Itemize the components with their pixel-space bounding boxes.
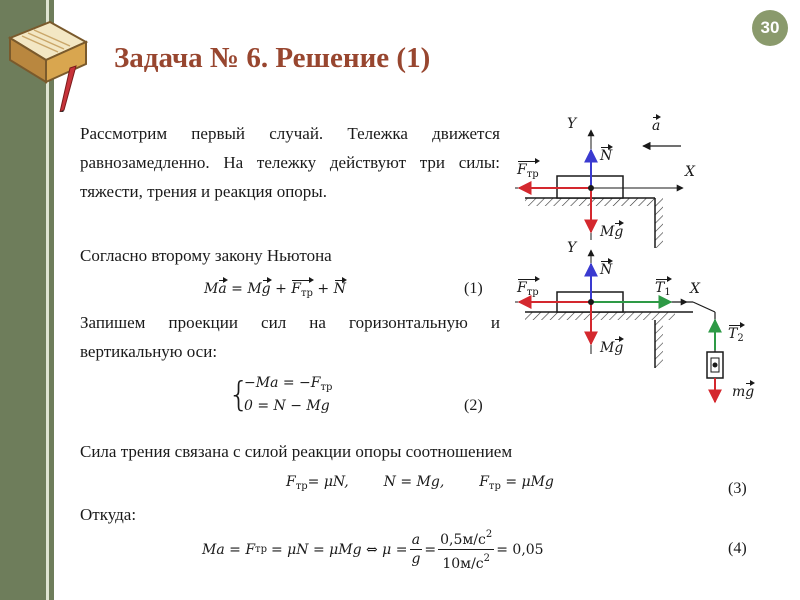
paragraph-friction-relation: Сила трения связана с силой реакции опоры соотношением [80, 442, 513, 461]
equation-2-line-1: $-Ma = -F_{тр}$ [244, 375, 333, 393]
diagram-case-2 [515, 250, 723, 402]
equation-2-number: (2) [464, 397, 483, 414]
slide-number-badge: 30 [752, 10, 788, 46]
gravity-label-1: Mg [600, 224, 624, 240]
gravity-label-2: Mg [600, 340, 624, 356]
equation-2-line-2: 0 = N − Mg [244, 398, 330, 414]
equation-4-number: (4) [728, 540, 747, 557]
paragraph-newton-law: Согласно второму закону Ньютона [80, 246, 332, 265]
normal-force-label-2: N [600, 262, 613, 278]
slide-title: Задача № 6. Решение (1) [114, 42, 431, 74]
force-diagram [505, 110, 790, 415]
equation-1: $Ma = Mg + F_{тр} + N$ [204, 281, 346, 299]
fraction-acceleration-values: $\frac{0,5м/с^2}{10м/с^2}$ [438, 526, 494, 573]
paragraph-whence: Откуда: [80, 505, 137, 524]
equation-1-number: (1) [464, 280, 483, 297]
normal-force-label-1: N [600, 148, 613, 164]
tension-label-2: $T_2$ [728, 326, 744, 344]
equation-4: Ma = F тр = μN = μMg ⇔ μ = $\frac{a}{g}$ = $\frac{0,5м/с^2}{10м/с^2}$ = 0,05 [202, 526, 544, 573]
string-over-edge [693, 302, 715, 312]
fraction-a-over-g: $\frac{a}{g}$ [411, 532, 421, 567]
equation-3: $F_{тр}= \mu N$, N = Mg, $F_{тр} = \mu Mg$ [286, 474, 554, 492]
tension-label-1: $T_1$ [655, 280, 671, 298]
y-axis-label-2: Y [567, 240, 577, 256]
x-axis-label-1: X [685, 164, 695, 180]
x-axis-label-2: X [690, 281, 700, 297]
y-axis-label-1: Y [567, 116, 577, 132]
diagram-case-1 [515, 130, 683, 248]
system-brace: { [228, 375, 250, 415]
paragraph-first-case: Рассмотрим первый случай. Тележка движется равнозамедленно. На тележку действуют три силы: тяжести, трения и реакция опоры. [80, 124, 500, 201]
small-gravity-label: mg [732, 384, 755, 400]
friction-label-1: $F_{тр}$ [517, 162, 539, 180]
paragraph-projections: Запишем проекции сил на горизонтальную и вертикальную оси: [80, 313, 500, 361]
friction-label-2: $F_{тр}$ [517, 280, 539, 298]
equation-3-number: (3) [728, 480, 747, 497]
book-icon [2, 8, 90, 112]
acceleration-label: a [652, 118, 661, 134]
